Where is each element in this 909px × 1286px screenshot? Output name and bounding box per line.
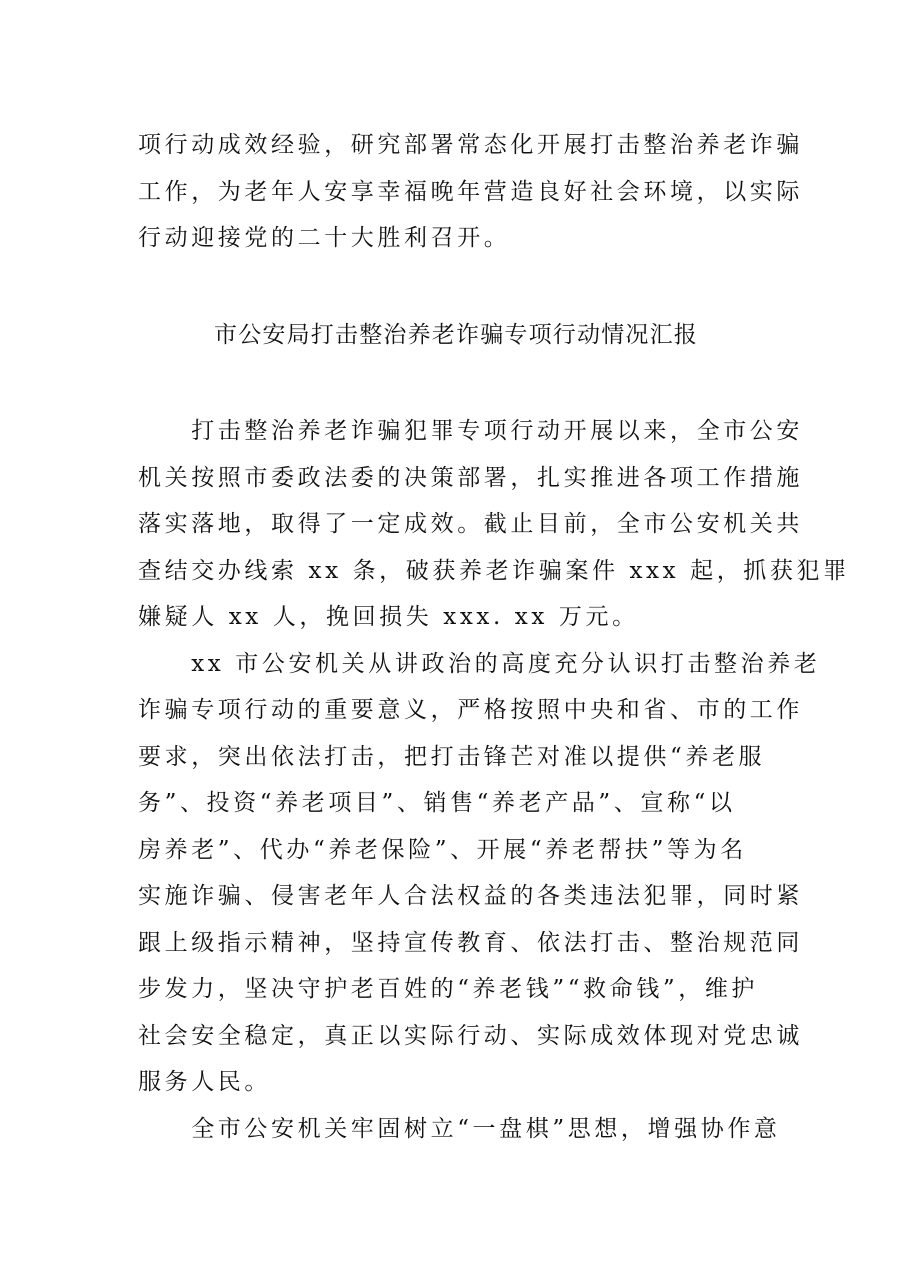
- intro-line: 行动迎接党的二十大胜利召开。: [138, 225, 511, 251]
- body-line: 要求，突出依法打击，把打击锋芒对准以提供“养老服: [138, 743, 766, 770]
- body-line: 嫌疑人 xx 人，挽回损失 xxx. xx 万元。: [138, 604, 639, 630]
- body-line: 机关按照市委政法委的决策部署，扎实推进各项工作措施: [138, 464, 803, 491]
- intro-line: 工作，为老年人安享幸福晚年营造良好社会环境，以实际: [138, 178, 803, 205]
- body-line: 房养老”、代办“养老保险”、开展“养老帮扶”等为名: [138, 836, 747, 863]
- body-line: 社会安全稳定，真正以实际行动、实际成效体现对党忠诚: [138, 1022, 803, 1049]
- body-line: 步发力，坚决守护老百姓的“养老钱”“救命钱”，维护: [138, 976, 759, 1002]
- body-line: 查结交办线索 xx 条，破获养老诈骗案件 xxx 起，抓获犯罪: [138, 557, 850, 584]
- intro-line: 项行动成效经验，研究部署常态化开展打击整治养老诈骗: [138, 132, 803, 158]
- body-line: 全市公安机关牢固树立“一盘棋”思想，增强协作意: [138, 1115, 781, 1142]
- body-line: 实施诈骗、侵害老年人合法权益的各类违法犯罪，同时紧: [138, 883, 803, 909]
- body-line: xx 市公安机关从讲政治的高度充分认识打击整治养老: [138, 650, 821, 677]
- body-text: [138, 408, 850, 1152]
- body-line: 务”、投资“养老项目”、销售“养老产品”、宣称“以: [138, 790, 736, 816]
- document-title: 市公安局打击整治养老诈骗专项行动情况汇报: [214, 322, 698, 348]
- body-line: 诈骗专项行动的重要意义，严格按照中央和省、市的工作: [138, 697, 803, 723]
- body-line: 跟上级指示精神，坚持宣传教育、依法打击、整治规范同: [138, 929, 803, 956]
- body-line: 落实落地，取得了一定成效。截止目前，全市公安机关共: [138, 511, 803, 537]
- body-line: 打击整治养老诈骗犯罪专项行动开展以来，全市公安: [138, 418, 803, 444]
- intro-paragraph: [138, 122, 803, 262]
- body-line: 服务人民。: [138, 1069, 271, 1095]
